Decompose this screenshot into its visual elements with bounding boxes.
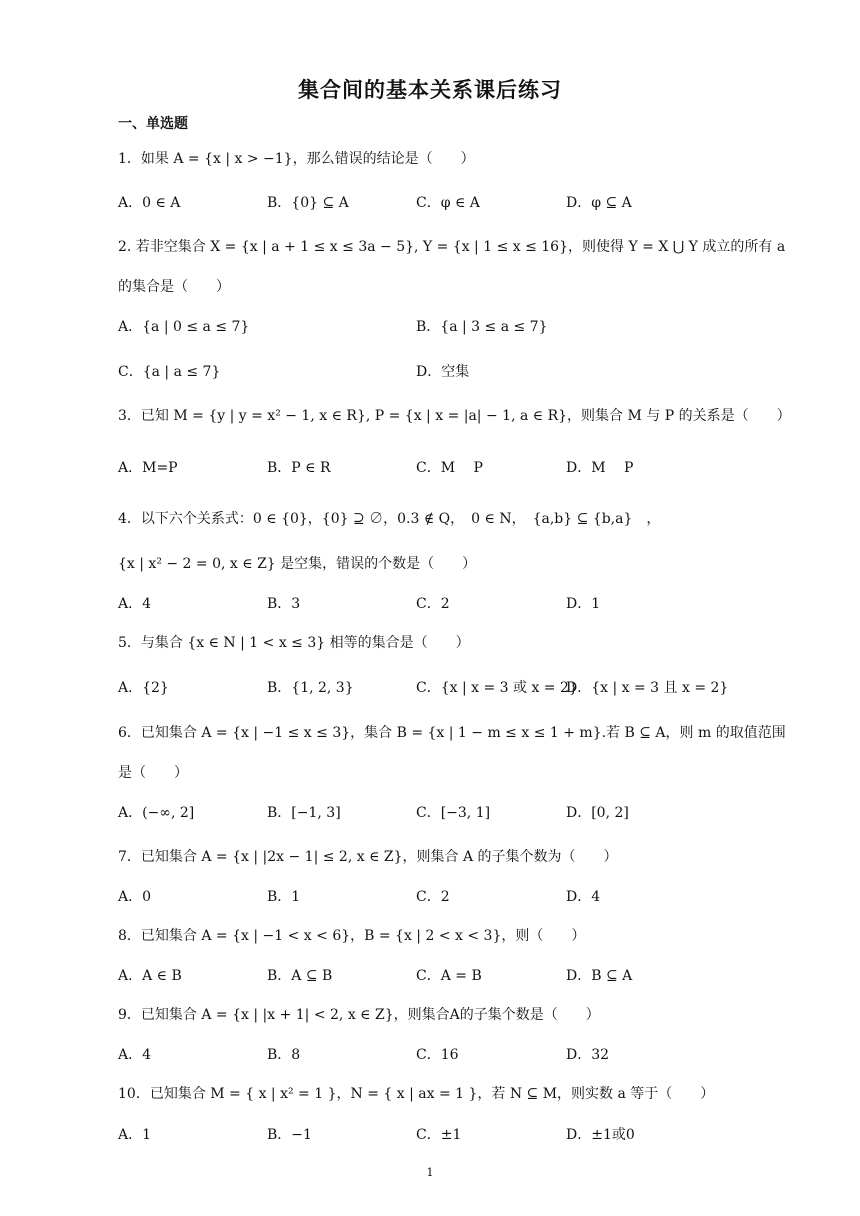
question-10-option-c: C．±1 bbox=[416, 1127, 462, 1143]
question-3-stem: 3．已知 M = {y | y = x² − 1, x ∈ R}, P = {x | x = |a| − 1, a ∈ R}，则集合 M 与 P 的关系是（ ） bbox=[118, 408, 791, 424]
question-10-stem: 10．已知集合 M = { x | x² = 1 }，N = { x | ax = 1 }，若 N ⊆ M，则实数 a 等于（ ） bbox=[118, 1086, 715, 1102]
question-8-option-b: B．A ⊆ B bbox=[267, 968, 333, 984]
question-1-option-a: A．0 ∈ A bbox=[118, 195, 181, 211]
question-7-option-b: B．1 bbox=[267, 889, 301, 905]
question-10-option-b: B．−1 bbox=[267, 1127, 312, 1143]
question-2-option-b: B．{a | 3 ≤ a ≤ 7} bbox=[416, 319, 548, 335]
question-4-option-d: D．1 bbox=[566, 596, 601, 612]
question-1-option-c: C．φ ∈ A bbox=[416, 195, 480, 211]
question-4-option-b: B．3 bbox=[267, 596, 301, 612]
question-6-option-c: C．[−3, 1] bbox=[416, 805, 491, 821]
question-7-stem: 7．已知集合 A = {x | |2x − 1| ≤ 2, x ∈ Z}，则集合 A 的子集个数为（ ） bbox=[118, 849, 618, 865]
question-6-stem-line2: 是（ ） bbox=[118, 765, 188, 781]
question-4-stem-line2: {x | x² − 2 = 0, x ∈ Z} 是空集，错误的个数是（ ） bbox=[118, 556, 477, 572]
question-2-option-d: D．空集 bbox=[416, 364, 470, 380]
question-6-option-d: D．[0, 2] bbox=[566, 805, 629, 821]
question-2-stem-line1: 2. 若非空集合 X = {x | a + 1 ≤ x ≤ 3a − 5}, Y = {x | 1 ≤ x ≤ 16}，则使得 Y = X ⋃ Y 成立的所有 a bbox=[118, 239, 786, 255]
question-8-option-d: D．B ⊆ A bbox=[566, 968, 633, 984]
question-4-option-c: C．2 bbox=[416, 596, 450, 612]
question-9-option-d: D．32 bbox=[566, 1047, 610, 1063]
question-5-option-a: A．{2} bbox=[118, 680, 169, 696]
question-10-option-a: A．1 bbox=[118, 1127, 152, 1143]
page-number: 1 bbox=[426, 1166, 434, 1179]
question-5-option-d: D．{x | x = 3 且 x = 2} bbox=[566, 680, 729, 696]
question-6-option-a: A．(−∞, 2] bbox=[118, 805, 195, 821]
question-8-stem: 8．已知集合 A = {x | −1 < x < 6}，B = {x | 2 < x < 3}，则（ ） bbox=[118, 928, 586, 944]
question-9-stem: 9．已知集合 A = {x | |x + 1| < 2, x ∈ Z}，则集合A的子集个数是（ ） bbox=[118, 1007, 600, 1023]
question-5-option-b: B．{1, 2, 3} bbox=[267, 680, 354, 696]
question-1-stem: 1．如果 A = {x | x > −1}，那么错误的结论是（ ） bbox=[118, 151, 475, 167]
question-10-option-d: D．±1或0 bbox=[566, 1127, 635, 1143]
question-3-option-c: C．M P bbox=[416, 460, 483, 476]
question-5-stem: 5．与集合 {x ∈ N | 1 < x ≤ 3} 相等的集合是（ ） bbox=[118, 635, 470, 651]
question-3-option-a: A．M=P bbox=[118, 460, 178, 476]
question-1-option-b: B．{0} ⊆ A bbox=[267, 195, 349, 211]
question-6-stem-line1: 6．已知集合 A = {x | −1 ≤ x ≤ 3}，集合 B = {x | 1 − m ≤ x ≤ 1 + m}.若 B ⊆ A，则 m 的取值范围 bbox=[118, 725, 786, 741]
question-4-stem-line1: 4．以下六个关系式：0 ∈ {0}，{0} ⊇ ∅，0.3 ∉ Q， 0 ∈ N， {a,b} ⊆ {b,a} ， bbox=[118, 511, 661, 527]
question-9-option-c: C．16 bbox=[416, 1047, 459, 1063]
question-2-stem-line2: 的集合是（ ） bbox=[118, 279, 230, 295]
page-title: 集合间的基本关系课后练习 bbox=[298, 78, 562, 102]
question-3-option-b: B．P ∈ R bbox=[267, 460, 331, 476]
question-2-option-a: A．{a | 0 ≤ a ≤ 7} bbox=[118, 319, 250, 335]
question-1-option-d: D．φ ⊆ A bbox=[566, 195, 632, 211]
question-4-option-a: A．4 bbox=[118, 596, 152, 612]
question-6-option-b: B．[−1, 3] bbox=[267, 805, 341, 821]
question-9-option-b: B．8 bbox=[267, 1047, 301, 1063]
question-5-option-c: C．{x | x = 3 或 x = 2} bbox=[416, 680, 578, 696]
question-3-option-d: D．M P bbox=[566, 460, 634, 476]
question-9-option-a: A．4 bbox=[118, 1047, 152, 1063]
question-7-option-a: A．0 bbox=[118, 889, 152, 905]
question-2-option-c: C．{a | a ≤ 7} bbox=[118, 364, 221, 380]
question-8-option-a: A．A ∈ B bbox=[118, 968, 182, 984]
question-7-option-d: D．4 bbox=[566, 889, 601, 905]
section-heading: 一、单选题 bbox=[118, 116, 188, 132]
question-7-option-c: C．2 bbox=[416, 889, 450, 905]
question-8-option-c: C．A = B bbox=[416, 968, 482, 984]
